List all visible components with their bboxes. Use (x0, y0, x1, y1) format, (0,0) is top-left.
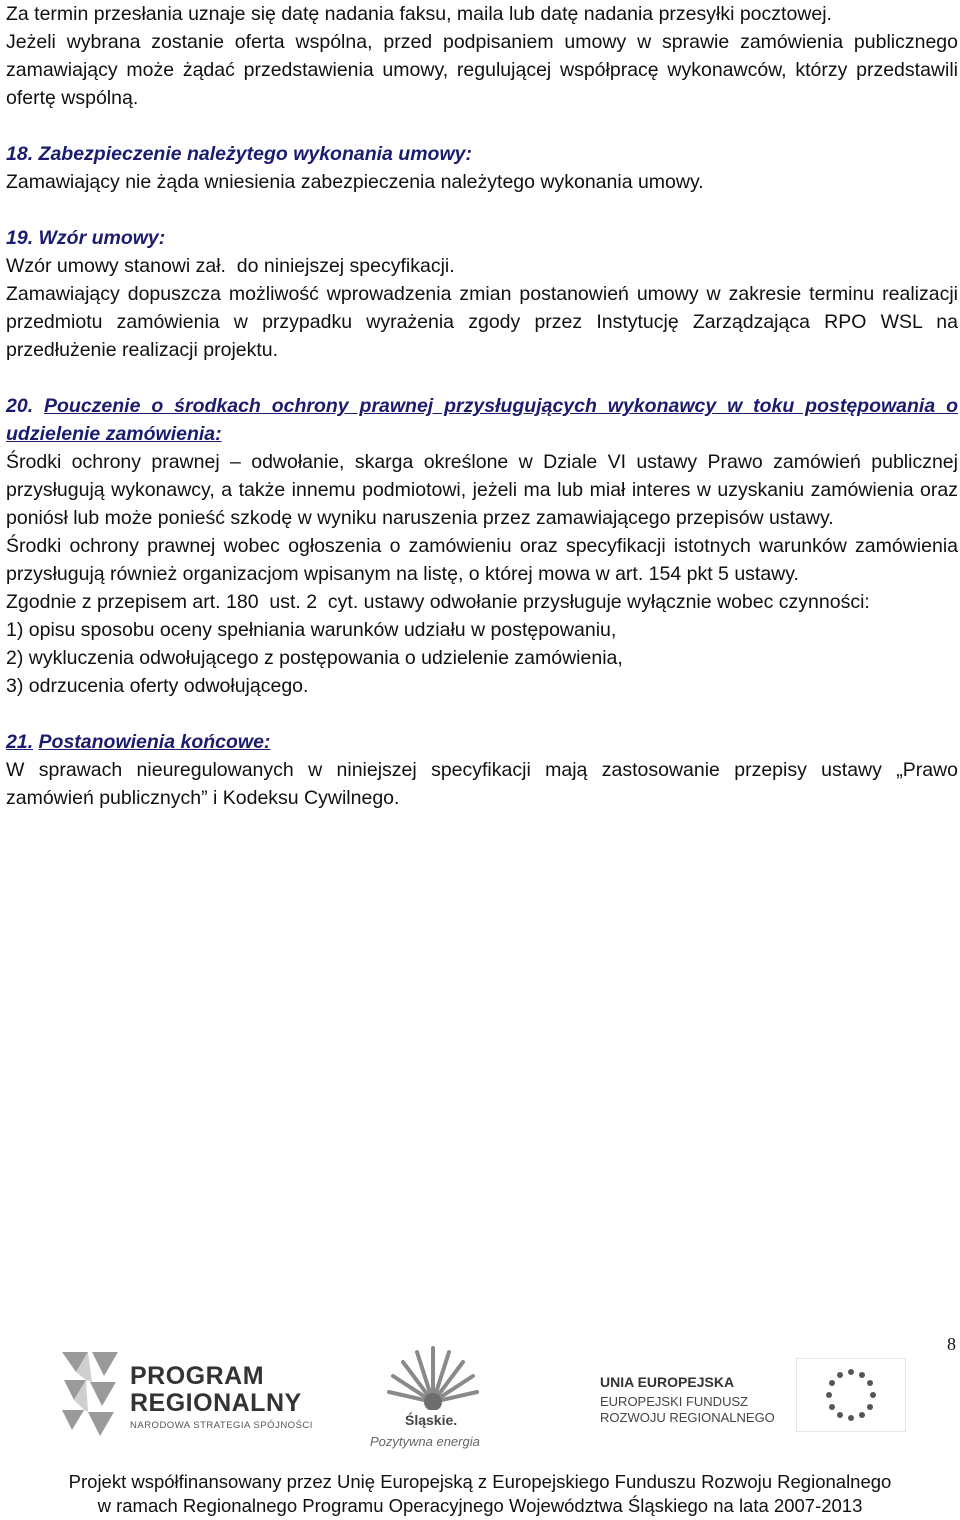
slaskie-slogan: Pozytywna energia (370, 1434, 480, 1449)
eu-logo (600, 1350, 910, 1446)
section-20-paragraph-1: Środki ochrony prawnej – odwołanie, skarga określone w Dziale VI ustawy Prawo zamówień publicznej przysługują wykonawcy, a także innemu podmiotowi, jeżeli ma lub miał interes w uzyskaniu zamówienia oraz poniósł lub może ponieść szkodę w wyniku naruszenia przez zamawiającego przepisów ustawy. (6, 451, 958, 529)
section-20-title: Pouczenie o środkach ochrony prawnej przysługujących wykonawcy w toku postępowania o udzielenie zamówienia: (6, 395, 958, 445)
section-19-heading (6, 224, 958, 252)
eu-line-1: UNIA EUROPEJSKA (600, 1374, 735, 1390)
section-21-heading (6, 728, 958, 756)
program-regionalny-mark-icon (58, 1350, 122, 1442)
section-21-title: Postanowienia końcowe: (38, 731, 271, 753)
section-20-list-item: 3) odrzucenia oferty odwołującego. (6, 675, 309, 697)
section-21-number: 21. (6, 731, 34, 753)
page-number: 8 (947, 1334, 956, 1354)
section-20-number: 20. (6, 395, 34, 417)
program-line-2: REGIONALNY (130, 1389, 302, 1417)
eu-line-2: EUROPEJSKI FUNDUSZ (600, 1394, 749, 1409)
footer-line-2: w ramach Regionalnego Programu Operacyjnego Województwa Śląskiego na lata 2007-2013 (97, 1495, 863, 1516)
document-footer (0, 1470, 960, 1518)
section-19-text-2: Zamawiający dopuszcza możliwość wprowadzenia zmian postanowień umowy w zakresie terminu realizacji przedmiotu zamówienia w przypadku wyrażenia zgody przez Instytucję Zarządzająca RPO WSL na przedłużenie realizacji projektu. (6, 283, 958, 361)
program-line-3: NARODOWA STRATEGIA SPÓJNOŚCI (130, 1420, 313, 1431)
slaskie-name: Śląskie. (405, 1412, 458, 1428)
funding-logos-bar (0, 1340, 960, 1460)
section-19-text-1: Wzór umowy stanowi zał. do niniejszej specyfikacji. (6, 255, 455, 277)
slaskie-sun-icon (383, 1340, 483, 1410)
section-19-number: 19. (6, 227, 34, 249)
intro-paragraph-1: Za termin przesłania uznaje się datę nadania faksu, maila lub datę nadania przesyłki pocztowej. (6, 3, 832, 25)
slaskie-logo (365, 1340, 505, 1458)
section-18-heading (6, 140, 958, 168)
section-18-number: 18. (6, 143, 34, 165)
section-19-title: Wzór umowy: (38, 227, 166, 249)
section-20-list-item: 2) wykluczenia odwołującego z postępowania o udzielenie zamówienia, (6, 647, 623, 669)
section-18-text: Zamawiający nie żąda wniesienia zabezpieczenia należytego wykonania umowy. (6, 171, 704, 193)
section-20-paragraph-3: Zgodnie z przepisem art. 180 ust. 2 cyt. ustawy odwołanie przysługuje wyłącznie wobec czynności: (6, 591, 870, 613)
section-20-list-item: 1) opisu sposobu oceny spełniania warunków udziału w postępowaniu, (6, 619, 617, 641)
section-21-text: W sprawach nieuregulowanych w niniejszej specyfikacji mają zastosowanie przepisy ustawy „Prawo zamówień publicznych” i Kodeksu Cywilnego. (6, 759, 958, 809)
eu-line-3: ROZWOJU REGIONALNEGO (600, 1410, 775, 1425)
document-page (6, 0, 958, 812)
program-line-1: PROGRAM (130, 1362, 265, 1390)
section-20-paragraph-2: Środki ochrony prawnej wobec ogłoszenia o zamówieniu oraz specyfikacji istotnych warunków zamówienia przysługują również organizacjom wpisanym na listę, o której mowa w art. 154 pkt 5 ustawy. (6, 535, 958, 585)
program-regionalny-logo (58, 1346, 358, 1446)
intro-paragraph-2: Jeżeli wybrana zostanie oferta wspólna, przed podpisaniem umowy w sprawie zamówienia publicznego zamawiający może żądać przedstawienia umowy, regulującej współpracę wykonawców, którzy przedstawili ofertę wspólną. (6, 31, 958, 109)
section-20-heading (6, 392, 958, 448)
eu-flag-icon (796, 1358, 906, 1432)
section-18-title: Zabezpieczenie należytego wykonania umowy: (38, 143, 472, 165)
footer-line-1: Projekt współfinansowany przez Unię Europejską z Europejskiego Funduszu Rozwoju Regionalnego (68, 1471, 892, 1492)
